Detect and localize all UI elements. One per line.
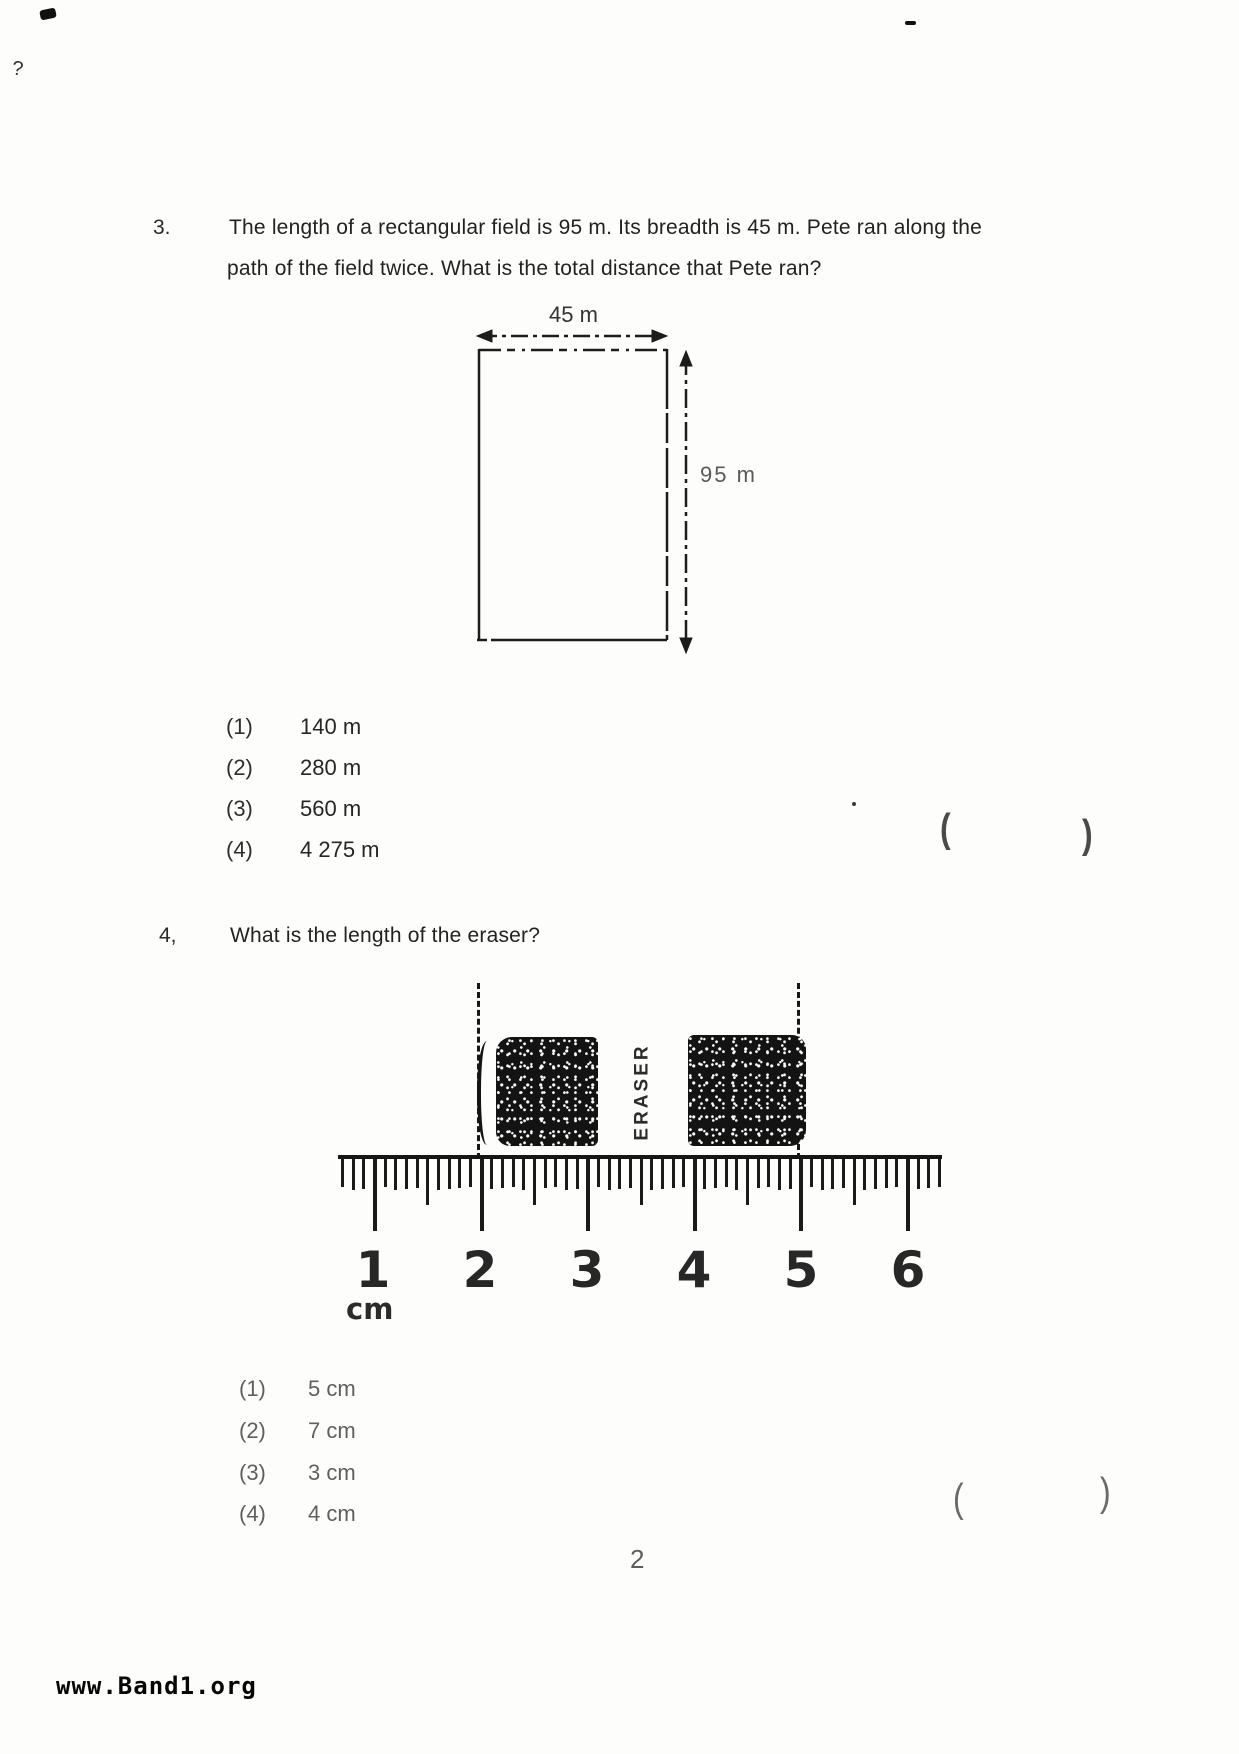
ruler-tick xyxy=(885,1159,888,1188)
q4-option3-number: (3) xyxy=(239,1460,266,1485)
ruler-ticks xyxy=(338,1159,942,1239)
ruler-tick xyxy=(608,1159,611,1190)
question3-number: 3. xyxy=(153,216,171,239)
ruler-tick xyxy=(927,1159,930,1188)
q4-option3-value: 3 cm xyxy=(308,1460,356,1485)
field-diagram xyxy=(468,298,718,666)
ruler-tick xyxy=(341,1159,344,1187)
ruler-tick xyxy=(672,1159,675,1188)
ruler-tick xyxy=(501,1159,504,1188)
ruler-tick xyxy=(703,1159,706,1189)
ruler-number-1: 1 xyxy=(355,1241,391,1299)
ruler-tick xyxy=(512,1159,515,1187)
ruler-tick xyxy=(533,1159,536,1205)
q3-option1-value: 140 m xyxy=(300,714,362,739)
ruler-tick xyxy=(725,1159,728,1187)
q3-answer-bracket-close: ) xyxy=(1082,811,1093,857)
ruler-tick xyxy=(789,1159,792,1189)
ruler-tick xyxy=(405,1159,408,1189)
ruler-tick xyxy=(810,1159,813,1187)
ruler-tick xyxy=(661,1159,664,1189)
ruler-tick xyxy=(362,1159,365,1189)
ruler-tick xyxy=(640,1159,643,1205)
ruler-tick xyxy=(394,1159,397,1190)
eraser-outline-curve xyxy=(477,1041,497,1145)
q4-option2-value: 7 cm xyxy=(308,1418,356,1443)
q4-option4-value: 4 cm xyxy=(308,1501,356,1526)
question4-text: What is the length of the eraser? xyxy=(230,924,541,947)
ruler-tick xyxy=(576,1159,579,1189)
eraser-label: ERASER xyxy=(632,1042,653,1141)
ruler-tick xyxy=(874,1159,877,1189)
ruler-tick xyxy=(746,1159,749,1205)
question3-text-line1: The length of a rectangular field is 95 m. Its breadth is 45 m. Pete ran along the xyxy=(229,216,982,239)
ruler-tick xyxy=(544,1159,547,1188)
eraser-label-area xyxy=(598,1037,688,1146)
ruler-tick xyxy=(735,1159,738,1190)
ruler-tick xyxy=(895,1159,898,1187)
ruler-tick xyxy=(682,1159,685,1187)
ruler-tick xyxy=(650,1159,653,1190)
ruler-tick xyxy=(448,1159,451,1189)
ruler-tick xyxy=(426,1159,429,1205)
ruler-number-2: 2 xyxy=(462,1241,498,1299)
ruler-tick xyxy=(565,1159,568,1190)
ruler-tick xyxy=(831,1159,834,1189)
field-width-label: 45 m xyxy=(549,302,598,327)
question4-number: 4, xyxy=(159,924,177,947)
ruler-tick xyxy=(597,1159,600,1187)
eraser-left-half xyxy=(496,1037,598,1146)
ruler xyxy=(338,1155,942,1326)
page-number: 2 xyxy=(630,1544,645,1574)
field-height-label: 95 m xyxy=(700,462,757,487)
ruler-tick xyxy=(373,1159,377,1231)
ruler-tick xyxy=(757,1159,760,1188)
ruler-tick xyxy=(778,1159,781,1190)
ruler-number-3: 3 xyxy=(569,1241,605,1299)
q3-option1-number: (1) xyxy=(226,714,253,739)
ruler-tick xyxy=(917,1159,920,1189)
scan-artifact-blob xyxy=(39,7,57,20)
ruler-tick xyxy=(554,1159,557,1187)
q4-option4-number: (4) xyxy=(239,1501,266,1526)
ruler-tick xyxy=(522,1159,525,1190)
q3-option2-number: (2) xyxy=(226,755,253,780)
ruler-tick xyxy=(693,1159,697,1231)
ruler-tick xyxy=(352,1159,355,1190)
scan-artifact-dot xyxy=(852,802,856,806)
ruler-tick xyxy=(714,1159,717,1188)
ruler-tick xyxy=(416,1159,419,1188)
ruler-tick xyxy=(586,1159,590,1231)
ruler-tick xyxy=(384,1159,387,1187)
q4-option1-number: (1) xyxy=(239,1376,266,1401)
ruler-tick xyxy=(437,1159,440,1190)
q4-answer-bracket-close: ) xyxy=(1100,1469,1111,1515)
ruler-tick xyxy=(799,1159,803,1231)
ruler-tick xyxy=(767,1159,770,1187)
q3-answer-bracket-open: ( xyxy=(940,805,951,851)
ruler-unit-label: cm xyxy=(346,1292,394,1326)
ruler-tick xyxy=(906,1159,910,1231)
ruler-tick xyxy=(480,1159,484,1231)
ruler-tick xyxy=(618,1159,621,1189)
ruler-tick xyxy=(842,1159,845,1188)
question3-text-line2: path of the field twice. What is the total distance that Pete ran? xyxy=(227,257,822,280)
ruler-number-5: 5 xyxy=(783,1241,819,1299)
ruler-tick xyxy=(469,1159,472,1187)
ruler-number-6: 6 xyxy=(890,1241,926,1299)
eraser-right-half xyxy=(688,1035,806,1146)
q4-option1-value: 5 cm xyxy=(308,1376,356,1401)
scan-artifact-dash xyxy=(905,21,916,25)
ruler-tick xyxy=(458,1159,461,1188)
watermark: www.Band1.org xyxy=(56,1672,257,1700)
ruler-tick xyxy=(863,1159,866,1190)
ruler-tick xyxy=(821,1159,824,1190)
ruler-number-4: 4 xyxy=(676,1241,712,1299)
q3-option4-number: (4) xyxy=(226,837,253,862)
q4-answer-bracket-open: ( xyxy=(953,1475,964,1521)
q3-option3-value: 560 m xyxy=(300,796,362,821)
q3-option2-value: 280 m xyxy=(300,755,362,780)
scan-artifact-mark: ? xyxy=(10,57,25,81)
ruler-tick xyxy=(938,1159,941,1187)
ruler-tick xyxy=(853,1159,856,1205)
ruler-tick xyxy=(629,1159,632,1188)
q3-option3-number: (3) xyxy=(226,796,253,821)
q3-option4-value: 4 275 m xyxy=(300,837,380,862)
q4-option2-number: (2) xyxy=(239,1418,266,1443)
ruler-tick xyxy=(490,1159,493,1189)
